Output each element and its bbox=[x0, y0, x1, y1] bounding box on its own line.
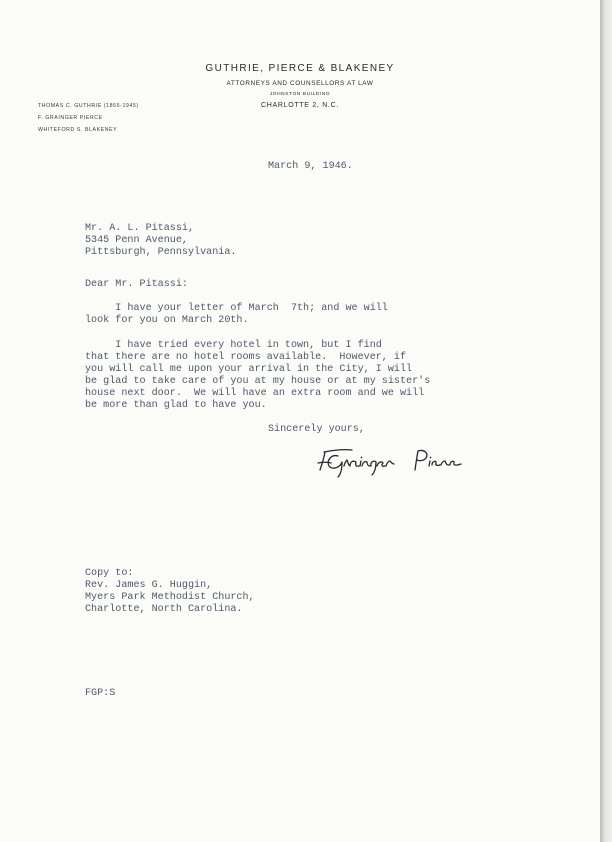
body-line: I have your letter of March 7th; and we will bbox=[85, 303, 388, 314]
typist-initials: FGP:S bbox=[85, 688, 116, 699]
copy-line: Copy to: bbox=[85, 568, 134, 579]
letterhead-building: JOHNSTON BUILDING bbox=[269, 92, 331, 97]
recipient-name: Mr. A. L. Pitassi, bbox=[85, 223, 195, 234]
partner-name: WHITEFORD S. BLAKENEY bbox=[38, 127, 118, 133]
recipient-street: 5345 Penn Avenue, bbox=[85, 235, 188, 246]
body-line: be glad to take care of you at my house or at my sister's bbox=[85, 376, 431, 387]
salutation: Dear Mr. Pitassi: bbox=[85, 279, 188, 290]
body-line: that there are no hotel rooms available. However, if bbox=[85, 352, 407, 363]
body-line: house next door. We will have an extra room and we will bbox=[85, 388, 425, 399]
body-line: you will call me upon your arrival in the City, I will bbox=[85, 364, 413, 375]
letter-date: March 9, 1946. bbox=[268, 161, 353, 172]
copy-line: Charlotte, North Carolina. bbox=[85, 604, 243, 615]
partner-name: THOMAS C. GUTHRIE (1865-1945) bbox=[38, 103, 139, 109]
body-line: be more than glad to have you. bbox=[85, 400, 267, 411]
scan-edge bbox=[600, 0, 612, 842]
letterhead-partners bbox=[38, 100, 139, 136]
letterhead-firm-name: GUTHRIE, PIERCE & BLAKENEY bbox=[205, 63, 395, 74]
copy-line: Myers Park Methodist Church, bbox=[85, 592, 255, 603]
recipient-city: Pittsburgh, Pennsylvania. bbox=[85, 247, 237, 258]
letterhead-tagline: ATTORNEYS AND COUNSELLORS AT LAW bbox=[226, 80, 374, 87]
handwritten-signature bbox=[314, 444, 466, 478]
closing: Sincerely yours, bbox=[268, 424, 365, 435]
body-line: look for you on March 20th. bbox=[85, 315, 249, 326]
body-line: I have tried every hotel in town, but I find bbox=[85, 340, 382, 351]
partner-name: F. GRAINGER PIERCE bbox=[38, 115, 103, 121]
copy-line: Rev. James G. Huggin, bbox=[85, 580, 213, 591]
letterhead-city: CHARLOTTE 2, N.C. bbox=[260, 102, 340, 109]
